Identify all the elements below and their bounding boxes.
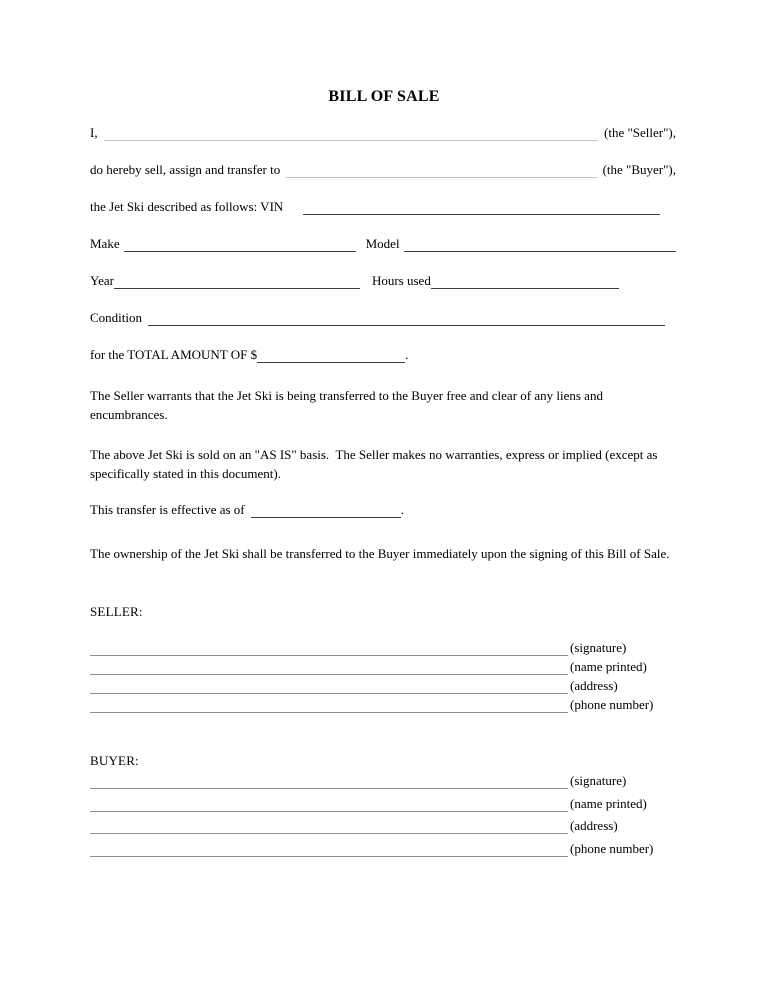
seller-intro-suffix: (the "Seller"), bbox=[604, 125, 676, 140]
year-label: Year bbox=[90, 273, 114, 288]
total-amount-suffix: . bbox=[405, 347, 409, 362]
effective-date-field[interactable] bbox=[251, 502, 401, 518]
buyer-name-printed-row bbox=[90, 789, 676, 811]
buyer-signature-field[interactable] bbox=[90, 773, 568, 789]
make-label: Make bbox=[90, 236, 120, 251]
effective-date-suffix: . bbox=[400, 502, 404, 517]
total-amount-row bbox=[90, 347, 676, 363]
seller-address-field[interactable] bbox=[90, 678, 568, 694]
total-amount-prefix: for the TOTAL AMOUNT OF $ bbox=[90, 347, 258, 362]
seller-phone-row bbox=[90, 694, 676, 713]
seller-signature-field[interactable] bbox=[90, 640, 568, 656]
vin-prefix: the Jet Ski described as follows: VIN bbox=[90, 199, 284, 214]
seller-address-row bbox=[90, 675, 676, 694]
buyer-address-row bbox=[90, 812, 676, 834]
buyer-phone-field[interactable] bbox=[90, 841, 568, 857]
seller-name-printed-row bbox=[90, 656, 676, 675]
warranty-paragraph: The Seller warrants that the Jet Ski is being transferred to the Buyer free and clear of any liens and encumbrances. bbox=[90, 388, 603, 422]
as-is-paragraph: The above Jet Ski is sold on an "AS IS" basis. The Seller makes no warranties, express or implied (except as specifically stated in this document). bbox=[90, 447, 658, 481]
buyer-phone-row bbox=[90, 834, 676, 856]
seller-name-printed-field[interactable] bbox=[90, 659, 568, 675]
seller-intro-prefix: I, bbox=[90, 125, 98, 140]
buyer-signature-row bbox=[90, 767, 676, 789]
buyer-intro-prefix: do hereby sell, assign and transfer to bbox=[90, 162, 281, 177]
year-hours-row bbox=[90, 273, 676, 289]
seller-signature-block bbox=[90, 637, 676, 713]
ownership-paragraph: The ownership of the Jet Ski shall be transferred to the Buyer immediately upon the signing of this Bill of Sale. bbox=[90, 546, 670, 561]
seller-heading: SELLER: bbox=[90, 604, 143, 619]
make-model-row bbox=[90, 236, 676, 252]
condition-row bbox=[90, 310, 676, 326]
seller-signature-row bbox=[90, 637, 676, 656]
seller-phone-label: (phone number) bbox=[570, 697, 654, 712]
buyer-name-field[interactable] bbox=[286, 162, 596, 178]
model-field[interactable] bbox=[404, 236, 676, 252]
year-field[interactable] bbox=[114, 273, 360, 289]
seller-phone-field[interactable] bbox=[90, 697, 568, 713]
hours-used-label: Hours used bbox=[371, 273, 431, 288]
buyer-intro-suffix: (the "Buyer"), bbox=[602, 162, 676, 177]
effective-date-prefix: This transfer is effective as of bbox=[90, 502, 245, 517]
vin-field[interactable] bbox=[303, 199, 660, 215]
buyer-signature-label: (signature) bbox=[570, 773, 627, 789]
effective-date-row bbox=[90, 502, 676, 518]
buyer-address-field[interactable] bbox=[90, 818, 568, 834]
vin-row bbox=[90, 199, 676, 215]
seller-name-field[interactable] bbox=[104, 125, 598, 141]
hours-used-field[interactable] bbox=[431, 273, 619, 289]
seller-signature-label: (signature) bbox=[570, 640, 627, 655]
buyer-name-printed-label: (name printed) bbox=[570, 795, 647, 811]
buyer-address-label: (address) bbox=[570, 818, 618, 834]
buyer-intro-row bbox=[90, 162, 676, 178]
make-field[interactable] bbox=[124, 236, 356, 252]
buyer-name-printed-field[interactable] bbox=[90, 796, 568, 812]
condition-label: Condition bbox=[90, 310, 143, 325]
seller-address-label: (address) bbox=[570, 678, 618, 693]
total-amount-field[interactable] bbox=[257, 347, 405, 363]
page-title: BILL OF SALE bbox=[328, 88, 440, 105]
seller-intro-row bbox=[90, 125, 676, 141]
buyer-signature-block bbox=[90, 767, 676, 857]
model-label: Model bbox=[365, 236, 400, 251]
condition-field[interactable] bbox=[148, 310, 665, 326]
buyer-heading: BUYER: bbox=[90, 753, 139, 768]
buyer-phone-label: (phone number) bbox=[570, 840, 654, 856]
seller-name-printed-label: (name printed) bbox=[570, 659, 647, 674]
